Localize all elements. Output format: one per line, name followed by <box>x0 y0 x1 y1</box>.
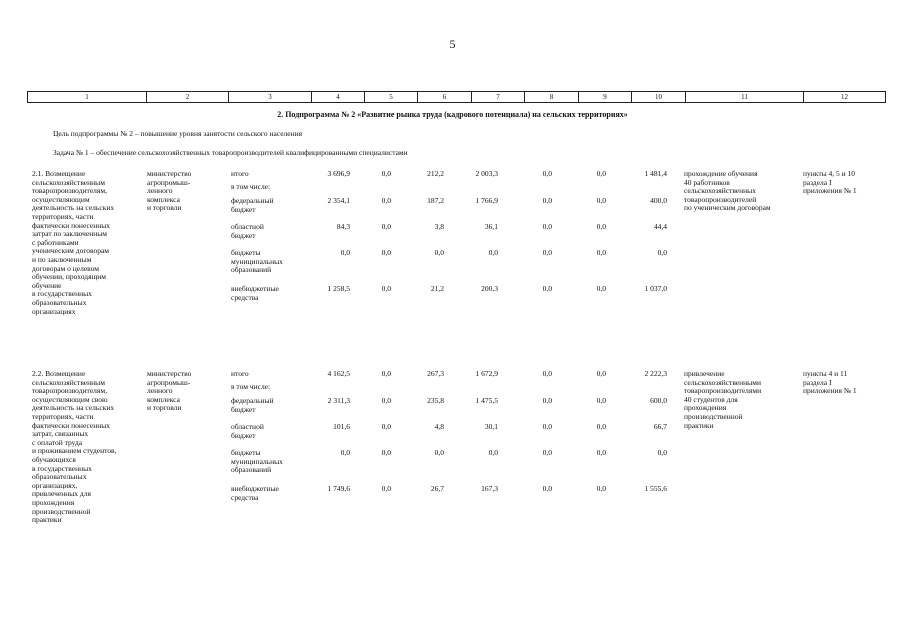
column-number: 7 <box>472 92 525 103</box>
text-line: министерство <box>147 369 192 378</box>
text-line: организациях, <box>32 480 78 490</box>
funding-value: 0,0 <box>381 196 391 205</box>
funding-value: 0,0 <box>596 196 606 205</box>
text-line: привлеченных для <box>32 489 91 499</box>
funding-value: 0,0 <box>596 448 606 457</box>
text-line: агропромыш- <box>147 377 191 387</box>
funding-value: 0,0 <box>381 484 391 493</box>
subprogram-title: 2. Подпрограмма № 2 «Развитие рынка труда (кадрового потенциала) на сельских территориях» <box>277 110 628 119</box>
funding-value: 0,0 <box>340 248 350 257</box>
text-line: образований <box>231 265 272 275</box>
text-line: и торговли <box>147 403 182 413</box>
funding-value: 4,8 <box>434 422 444 431</box>
funding-source-label <box>231 383 311 392</box>
text-line: практики <box>684 420 714 430</box>
funding-value: 2 311,3 <box>327 396 350 405</box>
text-line: раздела I <box>803 377 832 387</box>
funding-value: 1 749,6 <box>327 484 350 493</box>
text-line: с оплатой труда <box>32 437 83 447</box>
text-line: бюджеты <box>231 448 261 457</box>
text-line: образовательных <box>32 472 87 482</box>
funding-value: 0,0 <box>542 196 552 205</box>
funding-value: 0,0 <box>340 448 350 457</box>
text-line: приложения № 1 <box>803 386 857 396</box>
text-line: ленного <box>147 386 173 396</box>
text-line: итого <box>231 169 249 178</box>
funding-value: 0,0 <box>657 448 667 457</box>
funding-value: 0,0 <box>596 484 606 493</box>
text-line: бюджет <box>231 430 256 440</box>
funding-value: 3 696,9 <box>327 169 350 178</box>
text-line: средства <box>231 492 259 502</box>
text-line: товаропроизводителям, <box>32 186 107 196</box>
text-line: образовательных <box>32 297 87 307</box>
funding-value: 0,0 <box>596 284 606 293</box>
funding-value: 0,0 <box>657 248 667 257</box>
funding-value: 0,0 <box>381 222 391 231</box>
text-line: бюджет <box>231 230 256 240</box>
funding-value: 0,0 <box>381 284 391 293</box>
text-line: и проживанием студентов, <box>32 446 117 456</box>
text-line: пункты 4, 5 и 10 <box>803 169 856 178</box>
text-line: внебюджетные <box>231 484 279 493</box>
text-line: раздела I <box>803 177 832 187</box>
subprogram-goal: Цель подпрограммы № 2 – повышение уровня занятости сельского населения <box>53 129 303 138</box>
text-line: муниципальных <box>231 256 283 266</box>
funding-value: 0,0 <box>381 369 391 378</box>
funding-value: 1 481,4 <box>644 169 667 178</box>
text-line: сельскохозяйственным <box>32 377 105 387</box>
text-line: итого <box>231 369 249 378</box>
text-line: обучении, проходящим <box>32 272 107 282</box>
text-line: прохождения <box>684 403 727 413</box>
text-line: производственной <box>32 506 91 516</box>
column-number: 2 <box>147 92 229 103</box>
text-line: федеральный <box>231 396 274 405</box>
text-line: в том числе: <box>231 182 271 191</box>
funding-value: 267,3 <box>427 369 444 378</box>
text-line: ученическим договорам <box>32 246 110 256</box>
funding-value: 2 222,3 <box>644 369 667 378</box>
reference-points <box>803 370 883 396</box>
funding-value: 235,8 <box>427 396 444 405</box>
funding-value: 30,1 <box>484 422 498 431</box>
text-line: 40 студентов для <box>684 394 738 404</box>
text-line: товаропроизводителей <box>684 194 757 204</box>
text-line: фактически понесенных <box>32 220 111 230</box>
measure-description <box>32 170 144 316</box>
funding-value: 0,0 <box>381 448 391 457</box>
funding-value: 0,0 <box>596 396 606 405</box>
text-line: организациях <box>32 306 76 316</box>
text-line: прохождение обучения <box>684 169 758 178</box>
text-line: бюджет <box>231 204 256 214</box>
funding-value: 0,0 <box>542 248 552 257</box>
text-line: бюджет <box>231 404 256 414</box>
column-number: 5 <box>365 92 418 103</box>
text-line: территориях, части <box>32 211 94 221</box>
text-line: министерство <box>147 169 192 178</box>
funding-value: 66,7 <box>653 422 667 431</box>
text-line: производственной <box>684 411 743 421</box>
funding-value: 0,0 <box>381 396 391 405</box>
column-number: 3 <box>229 92 312 103</box>
text-line: договорам о целевом <box>32 263 100 273</box>
funding-value: 0,0 <box>488 448 498 457</box>
text-line: приложения № 1 <box>803 186 857 196</box>
funding-value: 0,0 <box>596 222 606 231</box>
text-line: федеральный <box>231 196 274 205</box>
text-line: обучающихся <box>32 454 76 464</box>
funding-value: 0,0 <box>596 369 606 378</box>
text-line: осуществляющим <box>32 194 90 204</box>
funding-value: 0,0 <box>596 422 606 431</box>
reference-points <box>803 170 883 196</box>
funding-value: 600,0 <box>650 396 667 405</box>
text-line: деятельность на сельских <box>32 203 115 213</box>
funding-value: 0,0 <box>542 222 552 231</box>
funding-value: 200,3 <box>481 284 498 293</box>
executor <box>147 370 227 413</box>
expected-result <box>684 370 802 430</box>
funding-value: 36,1 <box>484 222 498 231</box>
column-number: 10 <box>632 92 686 103</box>
funding-value: 1 672,9 <box>475 369 498 378</box>
text-line: ленного <box>147 186 173 196</box>
text-line: сельскохозяйственным <box>32 177 105 187</box>
funding-value: 0,0 <box>488 248 498 257</box>
column-number: 1 <box>28 92 147 103</box>
funding-value: 4 162,5 <box>327 369 350 378</box>
funding-value: 0,0 <box>542 169 552 178</box>
funding-value: 1 766,9 <box>475 196 498 205</box>
funding-value: 1 258,5 <box>327 284 350 293</box>
funding-value: 0,0 <box>542 369 552 378</box>
text-line: средства <box>231 292 259 302</box>
text-line: затрат, связанных <box>32 429 89 439</box>
text-line: внебюджетные <box>231 284 279 293</box>
funding-value: 26,7 <box>430 484 444 493</box>
funding-value: 21,2 <box>430 284 444 293</box>
text-line: деятельность на сельских <box>32 403 115 413</box>
funding-value: 3,8 <box>434 222 444 231</box>
text-line: сельскохозяйственных <box>684 186 756 196</box>
expected-result <box>684 170 802 213</box>
funding-value: 1 037,0 <box>644 284 667 293</box>
text-line: областной <box>231 222 264 231</box>
column-number: 6 <box>418 92 472 103</box>
text-line: и торговли <box>147 203 182 213</box>
text-line: в том числе: <box>231 382 271 391</box>
text-line: областной <box>231 422 264 431</box>
text-line: по ученическим договорам <box>684 203 771 213</box>
text-line: прохождения <box>32 497 75 507</box>
funding-source-label <box>231 183 311 192</box>
text-line: в государственных <box>32 289 92 299</box>
funding-value: 44,4 <box>653 222 667 231</box>
text-line: территориях, части <box>32 411 94 421</box>
funding-value: 400,0 <box>650 196 667 205</box>
text-line: с работниками <box>32 237 79 247</box>
funding-value: 0,0 <box>596 169 606 178</box>
text-line: бюджеты <box>231 248 261 257</box>
funding-value: 2 354,1 <box>327 196 350 205</box>
funding-value: 0,0 <box>434 448 444 457</box>
text-line: 2.1. Возмещение <box>32 169 86 178</box>
column-number: 11 <box>686 92 804 103</box>
funding-value: 212,2 <box>427 169 444 178</box>
funding-value: 0,0 <box>434 248 444 257</box>
text-line: привлечение <box>684 369 725 378</box>
text-line: осуществляющим свою <box>32 394 108 404</box>
executor <box>147 170 227 213</box>
column-number: 4 <box>312 92 365 103</box>
funding-value: 1 555,6 <box>644 484 667 493</box>
funding-value: 0,0 <box>542 422 552 431</box>
text-line: обучение <box>32 280 62 290</box>
text-line: товаропроизводителям, <box>32 386 107 396</box>
text-line: комплекса <box>147 394 180 404</box>
text-line: фактически понесенных <box>32 420 111 430</box>
text-line: и по заключенным <box>32 254 92 264</box>
text-line: затрат по заключенным <box>32 229 108 239</box>
funding-value: 187,2 <box>427 196 444 205</box>
text-line: агропромыш- <box>147 177 191 187</box>
funding-value: 167,3 <box>481 484 498 493</box>
funding-value: 0,0 <box>542 448 552 457</box>
text-line: пункты 4 и 11 <box>803 369 848 378</box>
column-number: 8 <box>525 92 579 103</box>
text-line: образований <box>231 465 272 475</box>
funding-value: 0,0 <box>542 396 552 405</box>
funding-value: 0,0 <box>542 284 552 293</box>
text-line: 2.2. Возмещение <box>32 369 86 378</box>
column-number-header <box>27 91 886 103</box>
funding-value: 0,0 <box>542 484 552 493</box>
funding-value: 1 475,5 <box>475 396 498 405</box>
text-line: сельскохозяйственными <box>684 377 761 387</box>
funding-value: 0,0 <box>381 169 391 178</box>
funding-value: 101,6 <box>333 422 350 431</box>
text-line: практики <box>32 515 62 525</box>
column-number: 9 <box>579 92 632 103</box>
text-line: муниципальных <box>231 456 283 466</box>
subprogram-task: Задача № 1 – обеспечение сельскохозяйственных товаропроизводителей квалифицированными специалистами <box>53 148 408 157</box>
funding-value: 2 003,3 <box>475 169 498 178</box>
funding-value: 0,0 <box>381 248 391 257</box>
funding-value: 0,0 <box>381 422 391 431</box>
text-line: комплекса <box>147 194 180 204</box>
measure-description <box>32 370 144 525</box>
column-number: 12 <box>804 92 886 103</box>
page-number: 5 <box>449 37 456 51</box>
funding-value: 84,3 <box>336 222 350 231</box>
text-line: товаропроизводителями <box>684 386 762 396</box>
text-line: в государственных <box>32 463 92 473</box>
funding-value: 0,0 <box>596 248 606 257</box>
text-line: 40 работников <box>684 177 730 187</box>
